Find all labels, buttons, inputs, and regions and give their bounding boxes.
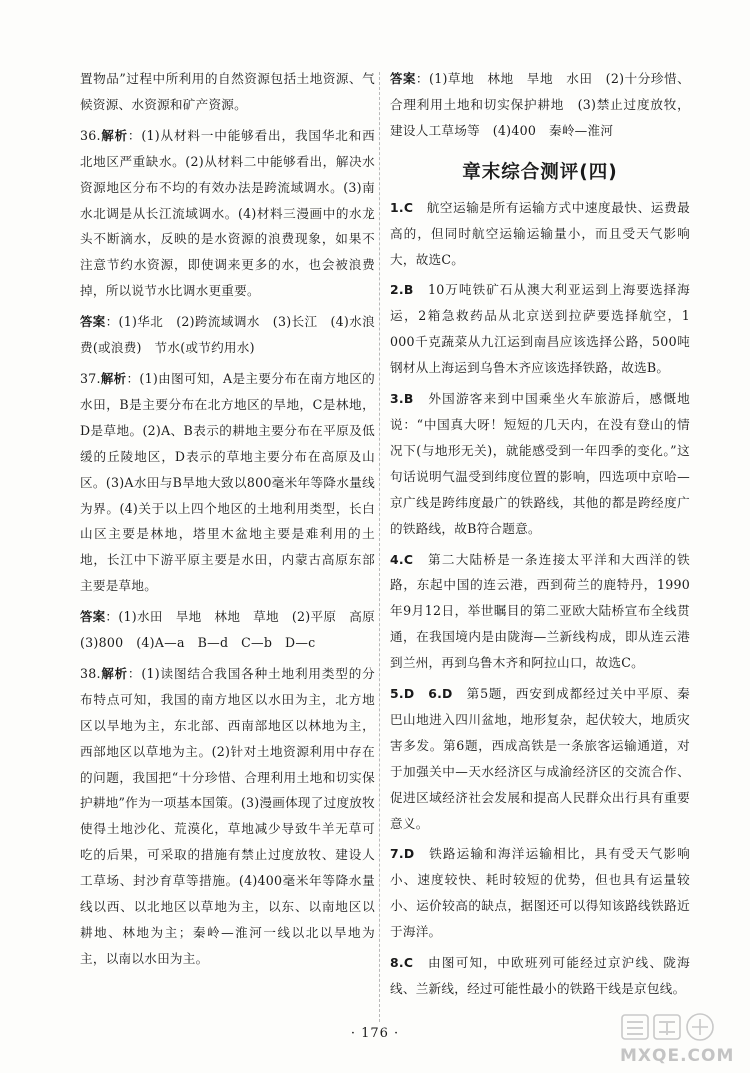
page-number: · 176 · <box>350 1026 400 1041</box>
answer-item-number: 2.B <box>390 282 414 298</box>
answer-item-number: 8.C <box>390 955 414 971</box>
analysis-label: 解析 <box>100 665 128 681</box>
answer-item <box>390 277 690 381</box>
right-column <box>390 66 690 1007</box>
analysis-label: 解析 <box>100 127 128 143</box>
q38-analysis: 38.解析：(1)读图结合我国各种土地利用类型的分布特点可知，我国的南方地区以水田为主，北方地区以旱地为主，东北部、西南部地区以林地为主，西部地区以草地为主。(2)针对土地资源利用中存在的问题，我国把“十分珍惜、合理利用土地和切实保护耕地”作为一项基本国策。(3)漫画体现了过度放牧使得土地沙化、荒漠化，草地减少导致牛羊无草可吃的后果，可采取的措施有禁止过度放牧、建设人工草场、封沙育草等措施。(4)400毫米年等降水量线以西、以北地区以草地为主，以东、以南地区以耕地、林地为主；秦岭—淮河一线以北以旱地为主，以南以水田为主。 <box>80 665 376 966</box>
answer-label: 答案 <box>390 71 416 86</box>
answer-item <box>390 841 690 945</box>
answer-item-number: 3.B <box>390 391 414 407</box>
left-column <box>80 66 388 977</box>
watermark-logo <box>612 1009 744 1067</box>
answer-item-number: 1.C <box>390 199 414 215</box>
q36-analysis: 36.解析：(1)从材料一中能够看出，我国华北和西北地区严重缺水。(2)从材料二中能够看出，解决水资源地区分布不均的有效办法是跨流域调水。(3)南水北调是从长江流域调水。(4)材料三漫画中的水龙头不断滴水，反映的是水资源的浪费现象，如果不注意节约水资源，即使调来更多的水，也会被浪费掉，所以说节水比调水更重要。 <box>80 127 376 299</box>
answer-item <box>390 681 690 836</box>
answer-item-number: 5.D 6.D <box>390 686 453 702</box>
answer-item-number: 4.C <box>390 551 414 567</box>
answer-list <box>390 195 690 1002</box>
analysis-label: 解析 <box>100 370 127 386</box>
answer-item-text: 第5题，西安到成都经过关中平原、秦巴山地进入四川盆地，地形复杂，起伏较大，地质灾害多发。第6题，西成高铁是一条旅客运输通道，对于加强关中—天水经济区与成渝经济区的交流合作、促进区域经济社会发展和提高人民群众出行具有重要意义。 <box>390 686 690 831</box>
answer-item <box>390 950 690 1002</box>
answer-label: 答案 <box>80 314 106 330</box>
answer-item <box>390 547 690 677</box>
answer-item-text: 由图可知，中欧班列可能经过京沪线、陇海线、兰新线，经过可能性最小的铁路干线是京包线。 <box>390 955 690 996</box>
answer-item-text: 10万吨铁矿石从澳大利亚运到上海要选择海运，2箱急救药品从北京送到拉萨要选择航空，1 000千克蔬菜从九江运到南昌应该选择公路，500吨钢材从上海运到乌鲁木齐应该选择铁路，故选B。 <box>390 282 690 376</box>
q37-analysis: 37.解析：(1)由图可知，A是主要分布在南方地区的水田，B是主要分布在北方地区的旱地，C是林地，D是草地。(2)A、B表示的耕地主要分布在平原及低缓的丘陵地区，D表示的草地主要分布在高原及山区。(3)A水田与B旱地大致以800毫米年等降水量线为界。(4)关于以上四个地区的土地利用类型，长白山区主要是林地，塔里木盆地主要是难利用的土地，长江中下游平原主要是水田，内蒙古高原东部主要是草地。 <box>80 370 376 594</box>
answer-item-text: 第二大陆桥是一条连接太平洋和大西洋的铁路，东起中国的连云港，西到荷兰的鹿特丹，1990年9月12日，举世瞩目的第二亚欧大陆桥宣布全线贯通，在我国境内是由陇海—兰新线构成，即从连云港到兰州，再到乌鲁木齐和阿拉山口，故选C。 <box>390 551 690 671</box>
answer-item-text: 铁路运输和海洋运输相比，具有受天气影响小、速度较快、耗时较短的优势，但也具有运量较小、运价较高的缺点，据图还可以得知该路线铁路近于海洋。 <box>390 846 690 940</box>
q37-answer: 答案：(1)水田 旱地 林地 草地 (2)平原 高原 (3)800 (4)A—a B—d C—b D—c <box>80 609 388 651</box>
answer-item <box>390 386 690 541</box>
section-title: 章末综合测评(四) <box>462 161 618 183</box>
answer-item <box>390 195 690 273</box>
continuation-text: 置物品”过程中所利用的自然资源包括土地资源、气候资源、水资源和矿产资源。 <box>80 71 375 112</box>
q38-answer: 答案：(1)草地 林地 旱地 水田 (2)十分珍惜、合理利用土地和切实保护耕地 (3)禁止过度放牧，建设人工草场等 (4)400 秦岭—淮河 <box>390 71 690 138</box>
answer-label: 答案 <box>80 609 106 625</box>
watermark-text: MXQE.COM <box>620 1046 735 1066</box>
answer-item-number: 7.D <box>390 846 415 862</box>
answer-item-text: 航空运输是所有运输方式中速度最快、运费最高的，但同时航空运输运输量小，而且受天气影响大，故选C。 <box>390 199 690 267</box>
column-divider <box>379 72 380 1022</box>
q36-answer: 答案：(1)华北 (2)跨流域调水 (3)长江 (4)水浪费(或浪费) 节水(或节约用水) <box>80 314 376 356</box>
answer-item-text: 外国游客来到中国乘坐火车旅游后，感慨地说：“中国真大呀！短短的几天内，在没有登山的情况下(与地形无关)，就能感受到一年四季的变化。”这句话说明气温受到纬度位置的影响，四选项中京哈—京广线是跨纬度最广的铁路线，其他的都是跨经度广的铁路线，故B符合题意。 <box>390 391 690 536</box>
